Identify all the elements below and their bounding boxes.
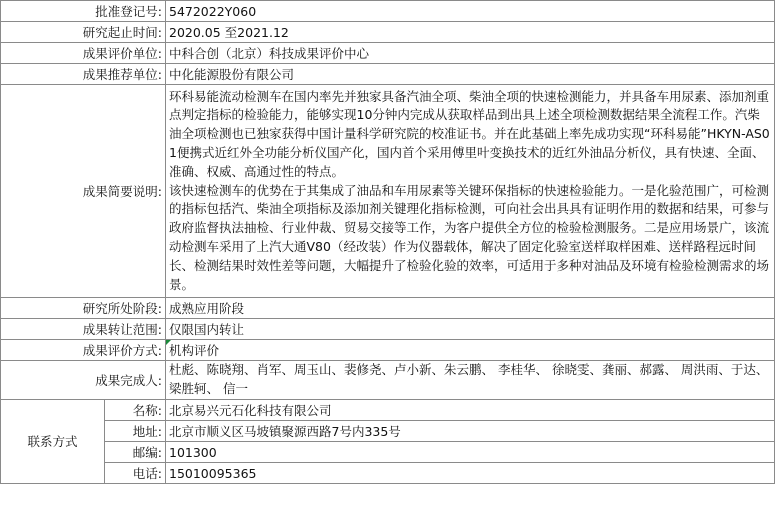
- research-period-label: 研究起止时间:: [1, 22, 166, 43]
- research-stage-label: 研究所处阶段:: [1, 298, 166, 319]
- evaluation-unit-label: 成果评价单位:: [1, 43, 166, 64]
- approval-no-value[interactable]: 5472022Y060: [166, 1, 775, 22]
- approval-no-label: 批准登记号:: [1, 1, 166, 22]
- summary-paragraph-1: 环科易能流动检测车在国内率先并独家具备汽油全项、柴油全项的快速检测能力，并具备车用尿素、添加剂重点判定指标的检验能力，能够实现10分钟内完成从获取样品到出具上述全项检测数据结果全流程工作。汽柴油全项检测也已独家获得中国计量科学研究院的校准证书。并在此基础上率先成功实现“环科易能”HKYN-AS01便携式近红外全功能分析仪国产化，国内首个采用傅里叶变换技术的近红外油品分析仪，具有快速、全面、准确、权威、高通过性的特点。: [169, 88, 770, 179]
- summary-label: 成果简要说明:: [1, 85, 166, 298]
- comment-indicator-icon: [166, 340, 171, 345]
- evaluation-method-value[interactable]: [166, 340, 775, 361]
- contact-postcode-value[interactable]: 101300: [166, 442, 775, 463]
- contact-address-label: 地址:: [105, 421, 166, 442]
- row-contact-address: [1, 421, 775, 442]
- contact-name-value[interactable]: 北京易兴元石化科技有限公司: [166, 400, 775, 421]
- row-contributors: [1, 361, 775, 400]
- contributors-label: 成果完成人:: [1, 361, 166, 400]
- row-contact-phone: [1, 463, 775, 484]
- contact-phone-value[interactable]: 15010095365: [166, 463, 775, 484]
- contact-group-label: 联系方式: [1, 400, 105, 484]
- transfer-scope-label: 成果转让范围:: [1, 319, 166, 340]
- row-summary: [1, 85, 775, 298]
- row-research-period: [1, 22, 775, 43]
- row-recommending-unit: [1, 64, 775, 85]
- contributors-value[interactable]: 杜彪、陈晓翔、肖军、周玉山、裴修尧、卢小新、朱云鹏、 李桂华、 徐晓雯、龚丽、郝露、 周洪雨、于达、 梁胜轲、 信一: [166, 361, 775, 400]
- row-approval-no: [1, 1, 775, 22]
- recommending-unit-label: 成果推荐单位:: [1, 64, 166, 85]
- evaluation-unit-value[interactable]: 中科合创（北京）科技成果评价中心: [166, 43, 775, 64]
- row-evaluation-method: [1, 340, 775, 361]
- summary-value[interactable]: [166, 85, 775, 298]
- contact-postcode-label: 邮编:: [105, 442, 166, 463]
- evaluation-method-text: 机构评价: [169, 342, 220, 358]
- research-stage-value[interactable]: 成熟应用阶段: [166, 298, 775, 319]
- row-transfer-scope: [1, 319, 775, 340]
- row-contact-name: [1, 400, 775, 421]
- research-period-value[interactable]: 2020.05 至2021.12: [166, 22, 775, 43]
- evaluation-method-label: 成果评价方式:: [1, 340, 166, 361]
- row-research-stage: [1, 298, 775, 319]
- contact-address-value[interactable]: 北京市顺义区马坡镇聚源西路7号内335号: [166, 421, 775, 442]
- summary-paragraph-2: 该快速检测车的优势在于其集成了油品和车用尿素等关键环保指标的快速检验能力。一是化验范围广，可检测的指标包括汽、柴油全项指标及添加剂关键理化指标检测，可向社会出具具有证明作用的数据和结果，可参与政府监督执法抽检、行业仲裁、贸易交接等工作，为客户提供全方位的检验检测服务。二是应用场景广，该流动检测车采用了上汽大通V80（经改装）作为仪器载体，解决了固定化验室送样取样困难、送样路程远时间长、检测结果时效性差等问题，大幅提升了检验化验的效率，可适用于多种对油品及环境有检验检测需求的场景。: [169, 182, 770, 292]
- contact-phone-label: 电话:: [105, 463, 166, 484]
- transfer-scope-value[interactable]: 仅限国内转让: [166, 319, 775, 340]
- contact-name-label: 名称:: [105, 400, 166, 421]
- recommending-unit-value[interactable]: 中化能源股份有限公司: [166, 64, 775, 85]
- row-evaluation-unit: [1, 43, 775, 64]
- row-contact-postcode: [1, 442, 775, 463]
